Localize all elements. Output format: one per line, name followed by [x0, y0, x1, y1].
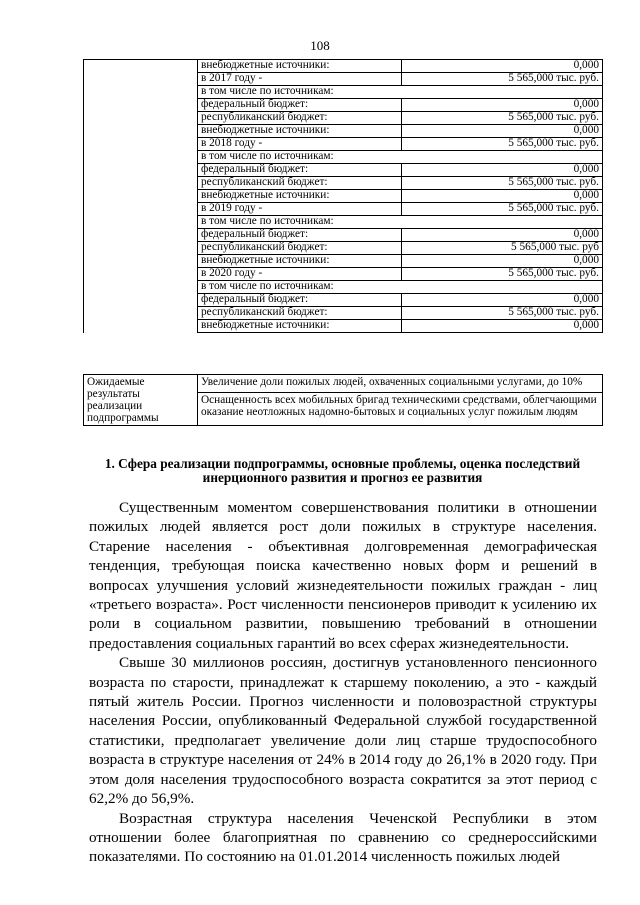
funding-value: 0,000 — [402, 125, 603, 138]
funding-row — [84, 86, 603, 99]
funding-label: внебюджетные источники: — [198, 320, 402, 333]
funding-value: 0,000 — [402, 164, 603, 177]
funding-label: федеральный бюджет: — [198, 164, 402, 177]
funding-value: 5 565,000 тыс. руб. — [402, 73, 603, 86]
funding-value: 0,000 — [402, 294, 603, 307]
funding-row — [84, 268, 603, 281]
empty-cell — [84, 242, 198, 255]
funding-label: федеральный бюджет: — [198, 99, 402, 112]
empty-cell — [84, 268, 198, 281]
funding-row — [84, 320, 603, 333]
funding-row — [84, 203, 603, 216]
funding-row — [84, 255, 603, 268]
funding-value: 5 565,000 тыс. руб. — [402, 307, 603, 320]
paragraph: Свыше 30 миллионов россиян, достигнув установленного пенсионного возраста по старости, принадлежат к старшему поколению, а это - каждый пятый житель России. Прогноз численности и половозрастной структуры населения России, опубликованный Федеральной службой государственной статистики, предполагает увеличение доли лиц старше трудоспособного возраста в структуре населения от 24% в 2014 году до 26,1% в 2020 году. При этом доля населения трудоспособного возраста сократится за этот период с 62,2% до 56,9%. — [89, 654, 597, 808]
funding-label: в 2020 году - — [198, 268, 402, 281]
paragraph: Существенным моментом совершенствования политики в отношении пожилых людей является рост доли пожилых в структуре населения. Старение населения - объективная долговременная демографическая тенденция, требующая поиска качественно новых форм и решений в вопросах улучшения условий жизнедеятельности пожилых граждан - лиц «третьего возраста». Рост численности пенсионеров приводит к усилению их роли в социальном развитии, повышению требований в отношении предоставления социальных гарантий во всех сферах жизнедеятельности. — [89, 499, 597, 652]
empty-cell — [84, 99, 198, 112]
funding-label: в том числе по источникам: — [198, 216, 603, 229]
funding-value: 5 565,000 тыс. руб. — [402, 138, 603, 151]
funding-row — [84, 164, 603, 177]
results-label: Ожидаемые результаты реализации подпрограммы — [84, 375, 198, 426]
empty-cell — [84, 138, 198, 151]
funding-label: федеральный бюджет: — [198, 229, 402, 242]
empty-cell — [84, 164, 198, 177]
empty-cell — [84, 60, 198, 73]
empty-cell — [84, 125, 198, 138]
funding-row — [84, 151, 603, 164]
result-item: Увеличение доли пожилых людей, охваченных социальными услугами, до 10% — [198, 375, 603, 393]
empty-cell — [84, 294, 198, 307]
funding-row — [84, 112, 603, 125]
funding-row — [84, 229, 603, 242]
funding-row — [84, 216, 603, 229]
funding-label: в 2017 году - — [198, 73, 402, 86]
empty-cell — [84, 307, 198, 320]
empty-cell — [84, 86, 198, 99]
funding-value: 0,000 — [402, 320, 603, 333]
funding-row — [84, 190, 603, 203]
empty-cell — [84, 73, 198, 86]
funding-label: республиканский бюджет: — [198, 242, 402, 255]
result-item: Оснащенность всех мобильных бригад техническими средствами, облегчающими оказание неотложных надомно-бытовых и социальных услуг пожилым людям — [198, 393, 603, 426]
funding-label: внебюджетные источники: — [198, 60, 402, 73]
funding-table — [83, 59, 603, 333]
funding-value: 0,000 — [402, 99, 603, 112]
funding-row — [84, 294, 603, 307]
funding-label: республиканский бюджет: — [198, 112, 402, 125]
funding-value: 5 565,000 тыс. руб. — [402, 268, 603, 281]
page-number: 108 — [310, 38, 330, 53]
funding-row — [84, 60, 603, 73]
funding-row — [84, 125, 603, 138]
empty-cell — [84, 281, 198, 294]
funding-row — [84, 138, 603, 151]
funding-row — [84, 242, 603, 255]
section-heading: 1. Сфера реализации подпрограммы, основные проблемы, оценка последствий инерционного развития и прогноз ее развития — [104, 456, 581, 485]
results-table — [83, 374, 603, 426]
empty-cell — [84, 151, 198, 164]
body-text — [89, 498, 597, 867]
empty-cell — [84, 190, 198, 203]
funding-value: 5 565,000 тыс. руб — [402, 242, 603, 255]
empty-cell — [84, 112, 198, 125]
funding-label: в 2018 году - — [198, 138, 402, 151]
funding-value: 5 565,000 тыс. руб. — [402, 177, 603, 190]
funding-label: в том числе по источникам: — [198, 151, 603, 164]
funding-value: 5 565,000 тыс. руб. — [402, 203, 603, 216]
funding-label: в 2019 году - — [198, 203, 402, 216]
funding-value: 0,000 — [402, 229, 603, 242]
funding-label: в том числе по источникам: — [198, 281, 603, 294]
funding-row — [84, 307, 603, 320]
funding-value: 0,000 — [402, 255, 603, 268]
empty-cell — [84, 229, 198, 242]
funding-row — [84, 177, 603, 190]
empty-cell — [84, 177, 198, 190]
funding-label: в том числе по источникам: — [198, 86, 603, 99]
funding-label: внебюджетные источники: — [198, 125, 402, 138]
funding-row — [84, 73, 603, 86]
funding-label: внебюджетные источники: — [198, 255, 402, 268]
paragraph: Возрастная структура населения Чеченской Республики в этом отношении более благоприятная по сравнению со среднероссийскими показателями. По состоянию на 01.01.2014 численность пожилых людей — [89, 809, 597, 866]
funding-label: республиканский бюджет: — [198, 177, 402, 190]
empty-cell — [84, 255, 198, 268]
funding-value: 0,000 — [402, 190, 603, 203]
funding-row — [84, 99, 603, 112]
empty-cell — [84, 216, 198, 229]
funding-value: 5 565,000 тыс. руб. — [402, 112, 603, 125]
empty-cell — [84, 203, 198, 216]
empty-cell — [84, 320, 198, 333]
funding-label: республиканский бюджет: — [198, 307, 402, 320]
funding-value: 0,000 — [402, 60, 603, 73]
funding-row — [84, 281, 603, 294]
funding-label: федеральный бюджет: — [198, 294, 402, 307]
funding-label: внебюджетные источники: — [198, 190, 402, 203]
